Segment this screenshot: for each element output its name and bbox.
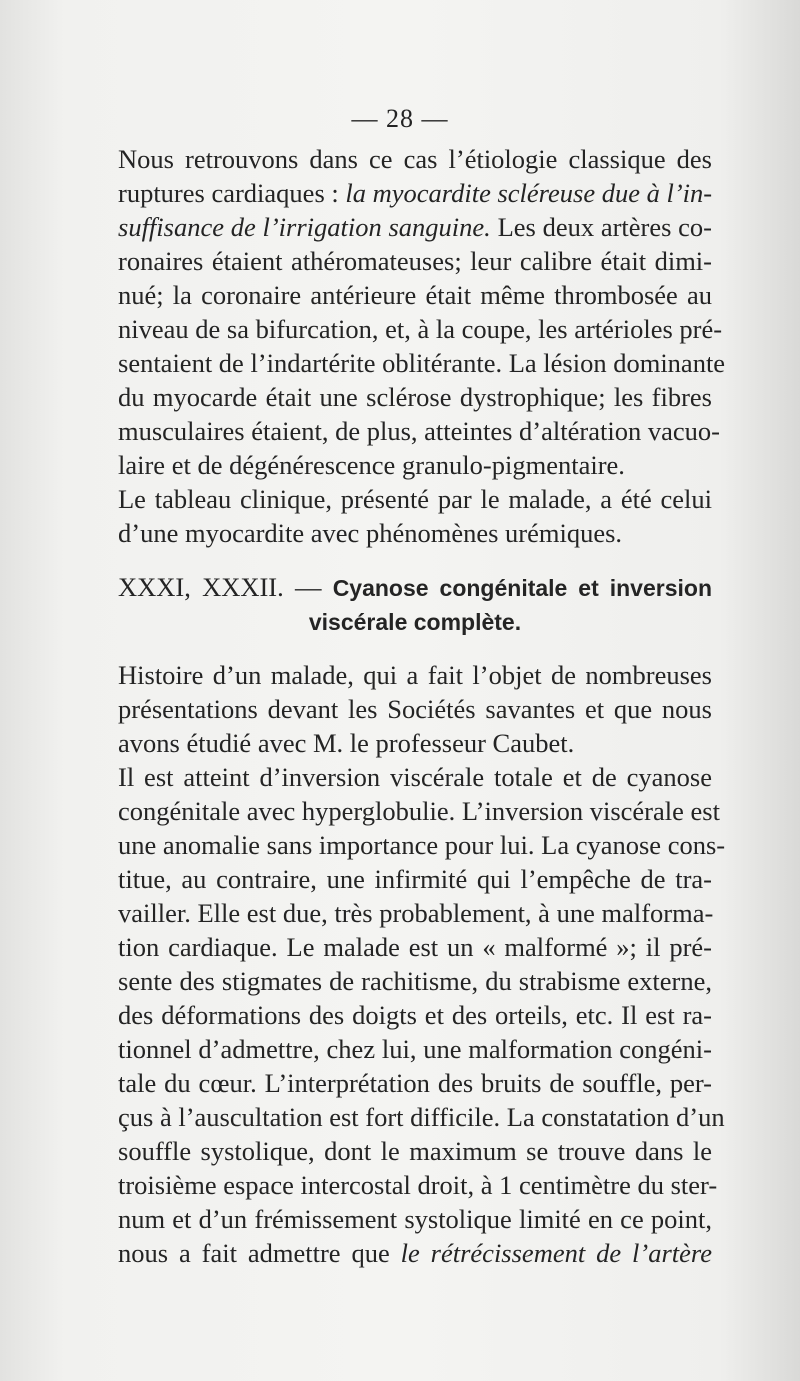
paragraph-etiology: [118, 142, 726, 482]
body-text: [118, 142, 726, 1270]
text-line: avons étudié avec M. le professeur Caubet.: [118, 728, 575, 758]
text-line: num et d’un frémissement systolique limité en ce point,: [118, 1204, 712, 1234]
text-line: tion cardiaque. Le malade est un « malformé »; il pré-: [118, 932, 712, 962]
text-line: Il est atteint d’inversion viscérale totale et de cyanose: [118, 762, 712, 792]
heading-line: viscérale complète.: [308, 609, 522, 635]
text-line: une anomalie sans importance pour lui. La cyanose cons-: [118, 830, 726, 860]
paragraph-inversion: [118, 760, 726, 1270]
heading-line: XXXI, XXXII. — Cyanose congénitale et inversion: [118, 572, 712, 602]
text-line: souffle systolique, dont le maximum se trouve dans le: [118, 1136, 712, 1166]
paragraph-clinical: [118, 482, 712, 550]
text-line: tionnel d’admettre, chez lui, une malformation congéni-: [118, 1034, 712, 1064]
text-line: suffisance de l’irrigation sanguine. Les deux artères co-: [118, 212, 713, 242]
text-line: Histoire d’un malade, qui a fait l’objet de nombreuses: [118, 660, 712, 690]
paragraph-history: [118, 658, 712, 760]
text-line: du myocarde était une sclérose dystrophique; les fibres: [118, 382, 712, 412]
text-line: laire et de dégénérescence granulo-pigmentaire.: [118, 450, 625, 480]
text-line: Nous retrouvons dans ce cas l’étiologie classique des: [118, 144, 712, 174]
text-line: vailler. Elle est due, très probablement, à une malforma-: [118, 898, 714, 928]
text-line: d’une myocardite avec phénomènes urémiques.: [118, 518, 623, 548]
text-line: sente des stigmates de rachitisme, du strabisme externe,: [118, 966, 712, 996]
text-line: titue, au contraire, une infirmité qui l’empêche de tra-: [118, 864, 712, 894]
text-line: ruptures cardiaques : la myocardite scléreuse due à l’in-: [118, 178, 713, 208]
text-line: musculaires étaient, de plus, atteintes d’altération vacuo-: [118, 416, 720, 446]
text-line: tale du cœur. L’interprétation des bruits de souffle, per-: [118, 1068, 712, 1098]
text-line: Le tableau clinique, présenté par le malade, a été celui: [118, 484, 712, 514]
text-line: sentaient de l’indartérite oblitérante. La lésion dominante: [118, 348, 726, 378]
text-line: troisième espace intercostal droit, à 1 centimètre du ster-: [118, 1170, 718, 1200]
text-line: ronaires étaient athéromateuses; leur calibre était dimi-: [118, 246, 712, 276]
section-heading: [118, 570, 712, 638]
text-line: nué; la coronaire antérieure était même thrombosée au: [118, 280, 712, 310]
text-line: niveau de sa bifurcation, et, à la coupe, les artérioles pré-: [118, 314, 723, 344]
text-line: congénitale avec hyperglobulie. L’inversion viscérale est: [118, 796, 720, 826]
text-line: çus à l’auscultation est fort difficile. La constatation d’un: [118, 1102, 725, 1132]
text-line: nous a fait admettre que le rétrécissement de l’artère: [118, 1238, 712, 1268]
text-line: des déformations des doigts et des orteils, etc. Il est ra-: [118, 1000, 712, 1030]
text-line: présentations devant les Sociétés savantes et que nous: [118, 694, 712, 724]
page-number: — 28 —: [351, 104, 449, 133]
